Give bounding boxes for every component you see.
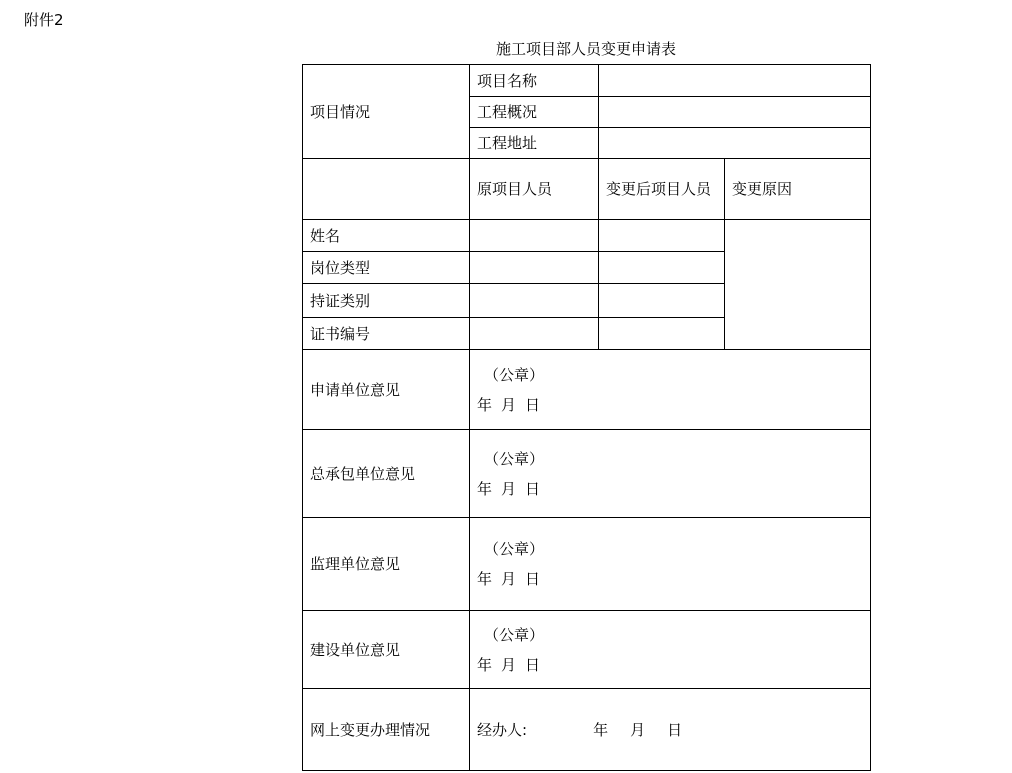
supervision-month: 月	[501, 570, 517, 588]
certificate-number-original-value[interactable]	[470, 318, 599, 350]
online-change-handler-line	[477, 721, 682, 739]
position-type-label: 岗位类型	[303, 252, 470, 284]
online-change-label: 网上变更办理情况	[303, 689, 470, 771]
owner-month: 月	[501, 655, 517, 674]
original-personnel-header: 原项目人员	[470, 159, 599, 220]
applicant-month: 月	[501, 395, 517, 414]
personnel-header-blank	[303, 159, 470, 220]
owner-seal-text: （公章）	[484, 625, 545, 644]
applicant-opinion-label: 申请单位意见	[303, 350, 470, 430]
change-application-form	[302, 64, 871, 771]
change-reason-value[interactable]	[725, 220, 871, 350]
owner-date-line	[477, 655, 870, 675]
online-change-body[interactable]	[470, 689, 871, 771]
supervision-opinion-label: 监理单位意见	[303, 518, 470, 611]
general-contractor-seal-text: （公章）	[484, 449, 545, 468]
owner-opinion-body[interactable]	[470, 611, 871, 689]
project-overview-value[interactable]	[599, 97, 871, 128]
position-changed-value[interactable]	[599, 252, 725, 284]
applicant-seal-text: （公章）	[484, 365, 545, 384]
name-label: 姓名	[303, 220, 470, 252]
attachment-label: 附件2	[24, 11, 64, 29]
general-contractor-year: 年	[477, 479, 493, 498]
owner-opinion-label: 建设单位意见	[303, 611, 470, 689]
applicant-date-line	[477, 395, 870, 415]
supervision-date-line	[477, 569, 870, 589]
online-change-day: 日	[667, 720, 683, 739]
supervision-year: 年	[477, 570, 493, 588]
name-original-value[interactable]	[470, 220, 599, 252]
certificate-type-original-value[interactable]	[470, 284, 599, 318]
supervision-day: 日	[525, 570, 541, 588]
applicant-year: 年	[477, 395, 493, 414]
position-original-value[interactable]	[470, 252, 599, 284]
applicant-day: 日	[525, 395, 541, 414]
project-address-value[interactable]	[599, 128, 871, 159]
project-info-label: 项目情况	[303, 65, 470, 159]
general-contractor-day: 日	[525, 479, 541, 498]
project-name-value[interactable]	[599, 65, 871, 97]
supervision-opinion-body[interactable]	[470, 518, 871, 611]
supervision-seal-text: （公章）	[484, 540, 545, 558]
handler-label: 经办人:	[477, 720, 528, 739]
general-contractor-date-line	[477, 479, 870, 499]
general-contractor-opinion-label: 总承包单位意见	[303, 430, 470, 518]
general-contractor-opinion-body[interactable]	[470, 430, 871, 518]
online-change-year: 年	[593, 720, 609, 739]
online-change-month: 月	[630, 720, 646, 739]
certificate-type-changed-value[interactable]	[599, 284, 725, 318]
change-reason-header: 变更原因	[725, 159, 871, 220]
project-name-label: 项目名称	[470, 65, 599, 97]
certificate-number-label: 证书编号	[303, 318, 470, 350]
name-changed-value[interactable]	[599, 220, 725, 252]
project-overview-label: 工程概况	[470, 97, 599, 128]
project-address-label: 工程地址	[470, 128, 599, 159]
owner-day: 日	[525, 655, 541, 674]
owner-year: 年	[477, 655, 493, 674]
certificate-number-changed-value[interactable]	[599, 318, 725, 350]
certificate-type-label: 持证类别	[303, 284, 470, 318]
changed-personnel-header: 变更后项目人员	[599, 159, 725, 220]
applicant-opinion-body[interactable]	[470, 350, 871, 430]
general-contractor-month: 月	[501, 479, 517, 498]
form-title: 施工项目部人员变更申请表	[495, 40, 676, 58]
